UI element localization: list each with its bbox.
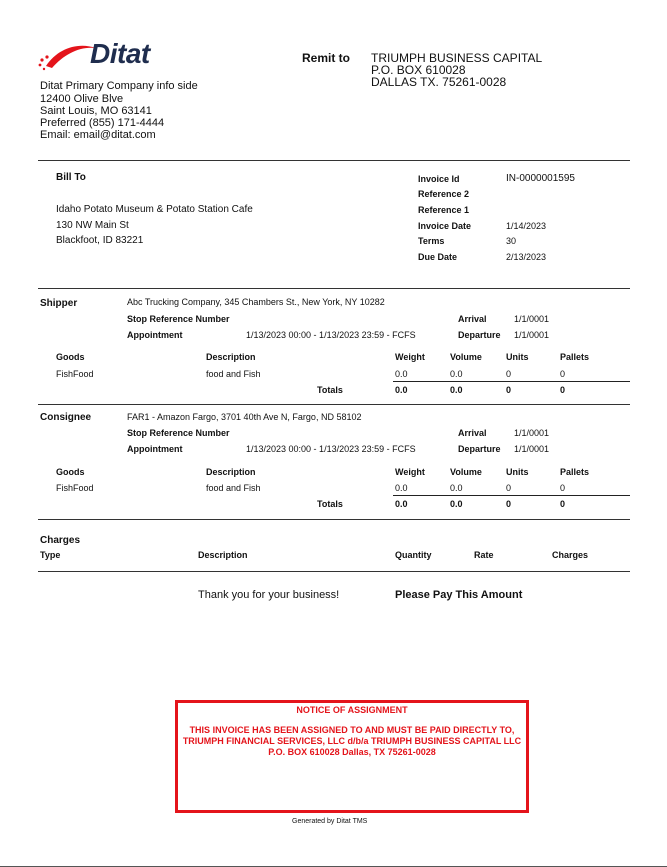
divider xyxy=(38,519,630,520)
consignee-pallets: 0 xyxy=(560,483,566,493)
invoice-date: 1/14/2023 xyxy=(506,221,547,231)
shipper-departure-label: Departure xyxy=(458,330,501,340)
notice-of-assignment xyxy=(175,700,529,813)
shipper-totals-label: Totals xyxy=(317,385,343,395)
consignee-goods: FishFood xyxy=(56,483,94,493)
consignee-label: Consignee xyxy=(40,412,92,423)
consignee-total-volume: 0.0 xyxy=(450,499,463,509)
goods-header: Goods xyxy=(56,467,85,477)
divider xyxy=(38,288,630,289)
shipper-total-units: 0 xyxy=(506,385,512,395)
company-phone: Preferred (855) 171-4444 xyxy=(40,117,165,129)
due-date: 2/13/2023 xyxy=(506,252,547,262)
consignee-arrival: 1/1/0001 xyxy=(514,428,550,438)
shipper-stop-ref-label: Stop Reference Number xyxy=(127,314,230,324)
volume-header: Volume xyxy=(450,467,482,477)
shipper-label: Shipper xyxy=(40,298,78,309)
units-header: Units xyxy=(506,352,529,362)
shipper-description: food and Fish xyxy=(206,369,261,379)
reference1-label: Reference 1 xyxy=(418,205,470,215)
charges-description-header: Description xyxy=(198,550,248,560)
consignee-address: FAR1 - Amazon Fargo, 3701 40th Ave N, Fargo, ND 58102 xyxy=(127,412,362,422)
consignee-arrival-label: Arrival xyxy=(458,428,487,438)
terms-value: 30 xyxy=(506,236,517,246)
shipper-total-pallets: 0 xyxy=(560,385,566,395)
consignee-totals-label: Totals xyxy=(317,499,343,509)
bill-to-name: Idaho Potato Museum & Potato Station Cafe xyxy=(56,204,253,215)
thank-you-text: Thank you for your business! xyxy=(198,589,340,601)
shipper-arrival: 1/1/0001 xyxy=(514,314,550,324)
totals-rule xyxy=(393,495,630,496)
bill-to-address2: Blackfoot, ID 83221 xyxy=(56,235,144,246)
generated-by: Generated by Ditat TMS xyxy=(292,818,368,825)
consignee-appointment-label: Appointment xyxy=(127,444,183,454)
shipper-units: 0 xyxy=(506,369,512,379)
volume-header: Volume xyxy=(450,352,482,362)
description-header: Description xyxy=(206,467,256,477)
due-date-label: Due Date xyxy=(418,252,458,262)
shipper-appointment-label: Appointment xyxy=(127,330,183,340)
consignee-weight: 0.0 xyxy=(395,483,408,493)
shipper-arrival-label: Arrival xyxy=(458,314,487,324)
charges-title: Charges xyxy=(40,535,81,546)
remit-line2: DALLAS TX. 75261-0028 xyxy=(371,75,507,89)
notice-title: NOTICE OF ASSIGNMENT xyxy=(296,705,408,715)
charges-amount-header: Charges xyxy=(552,550,589,560)
terms-label: Terms xyxy=(418,236,445,246)
description-header: Description xyxy=(206,352,256,362)
divider xyxy=(38,160,630,161)
shipper-weight: 0.0 xyxy=(395,369,408,379)
goods-header: Goods xyxy=(56,352,85,362)
consignee-total-weight: 0.0 xyxy=(395,499,408,509)
consignee-volume: 0.0 xyxy=(450,483,463,493)
shipper-total-volume: 0.0 xyxy=(450,385,463,395)
shipper-volume: 0.0 xyxy=(450,369,463,379)
shipper-pallets: 0 xyxy=(560,369,566,379)
units-header: Units xyxy=(506,467,529,477)
bill-to-label: Bill To xyxy=(56,172,86,183)
shipper-address: Abc Trucking Company, 345 Chambers St., New York, NY 10282 xyxy=(127,297,385,307)
charges-rate-header: Rate xyxy=(474,550,494,560)
remit-name: TRIUMPH BUSINESS CAPITAL xyxy=(371,51,543,65)
consignee-appointment: 1/13/2023 00:00 - 1/13/2023 23:59 - FCFS xyxy=(246,444,416,454)
pallets-header: Pallets xyxy=(560,467,590,477)
bill-to-address1: 130 NW Main St xyxy=(56,220,129,231)
shipper-departure: 1/1/0001 xyxy=(514,330,550,340)
shipper-appointment: 1/13/2023 00:00 - 1/13/2023 23:59 - FCFS xyxy=(246,330,416,340)
reference2-label: Reference 2 xyxy=(418,189,470,199)
divider xyxy=(38,571,630,572)
company-email: Email: email@ditat.com xyxy=(40,129,156,141)
consignee-departure: 1/1/0001 xyxy=(514,444,550,454)
consignee-total-pallets: 0 xyxy=(560,499,566,509)
weight-header: Weight xyxy=(395,467,425,477)
logo-swoosh-icon xyxy=(38,40,98,72)
pallets-header: Pallets xyxy=(560,352,590,362)
consignee-description: food and Fish xyxy=(206,483,261,493)
company-name: Ditat Primary Company info side xyxy=(40,80,198,92)
remit-label: Remit to xyxy=(302,51,350,65)
charges-quantity-header: Quantity xyxy=(395,550,432,560)
logo-text: Ditat xyxy=(90,38,150,69)
totals-rule xyxy=(393,381,630,382)
consignee-total-units: 0 xyxy=(506,499,512,509)
weight-header: Weight xyxy=(395,352,425,362)
shipper-goods: FishFood xyxy=(56,369,94,379)
invoice-date-label: Invoice Date xyxy=(418,221,472,231)
please-pay-label: Please Pay This Amount xyxy=(395,589,523,601)
company-address1: 12400 Olive Blve xyxy=(40,93,124,105)
ditat-logo xyxy=(38,40,168,72)
charges-type-header: Type xyxy=(40,550,61,560)
invoice-id-label: Invoice Id xyxy=(418,174,460,184)
notice-body: THIS INVOICE HAS BEEN ASSIGNED TO AND MUST BE PAID DIRECTLY TO, TRIUMPH FINANCIAL SERVICES, LLC d/b/a TRIUMPH BUSINESS CAPITAL LLC P.O. BOX 610028 Dallas, TX 75261-0028 xyxy=(182,725,522,757)
consignee-stop-ref-label: Stop Reference Number xyxy=(127,428,230,438)
company-address2: Saint Louis, MO 63141 xyxy=(40,105,152,117)
consignee-departure-label: Departure xyxy=(458,444,501,454)
consignee-units: 0 xyxy=(506,483,512,493)
invoice-id: IN-0000001595 xyxy=(506,173,575,184)
remit-line1: P.O. BOX 610028 xyxy=(371,63,466,77)
shipper-total-weight: 0.0 xyxy=(395,385,408,395)
divider xyxy=(38,404,630,405)
